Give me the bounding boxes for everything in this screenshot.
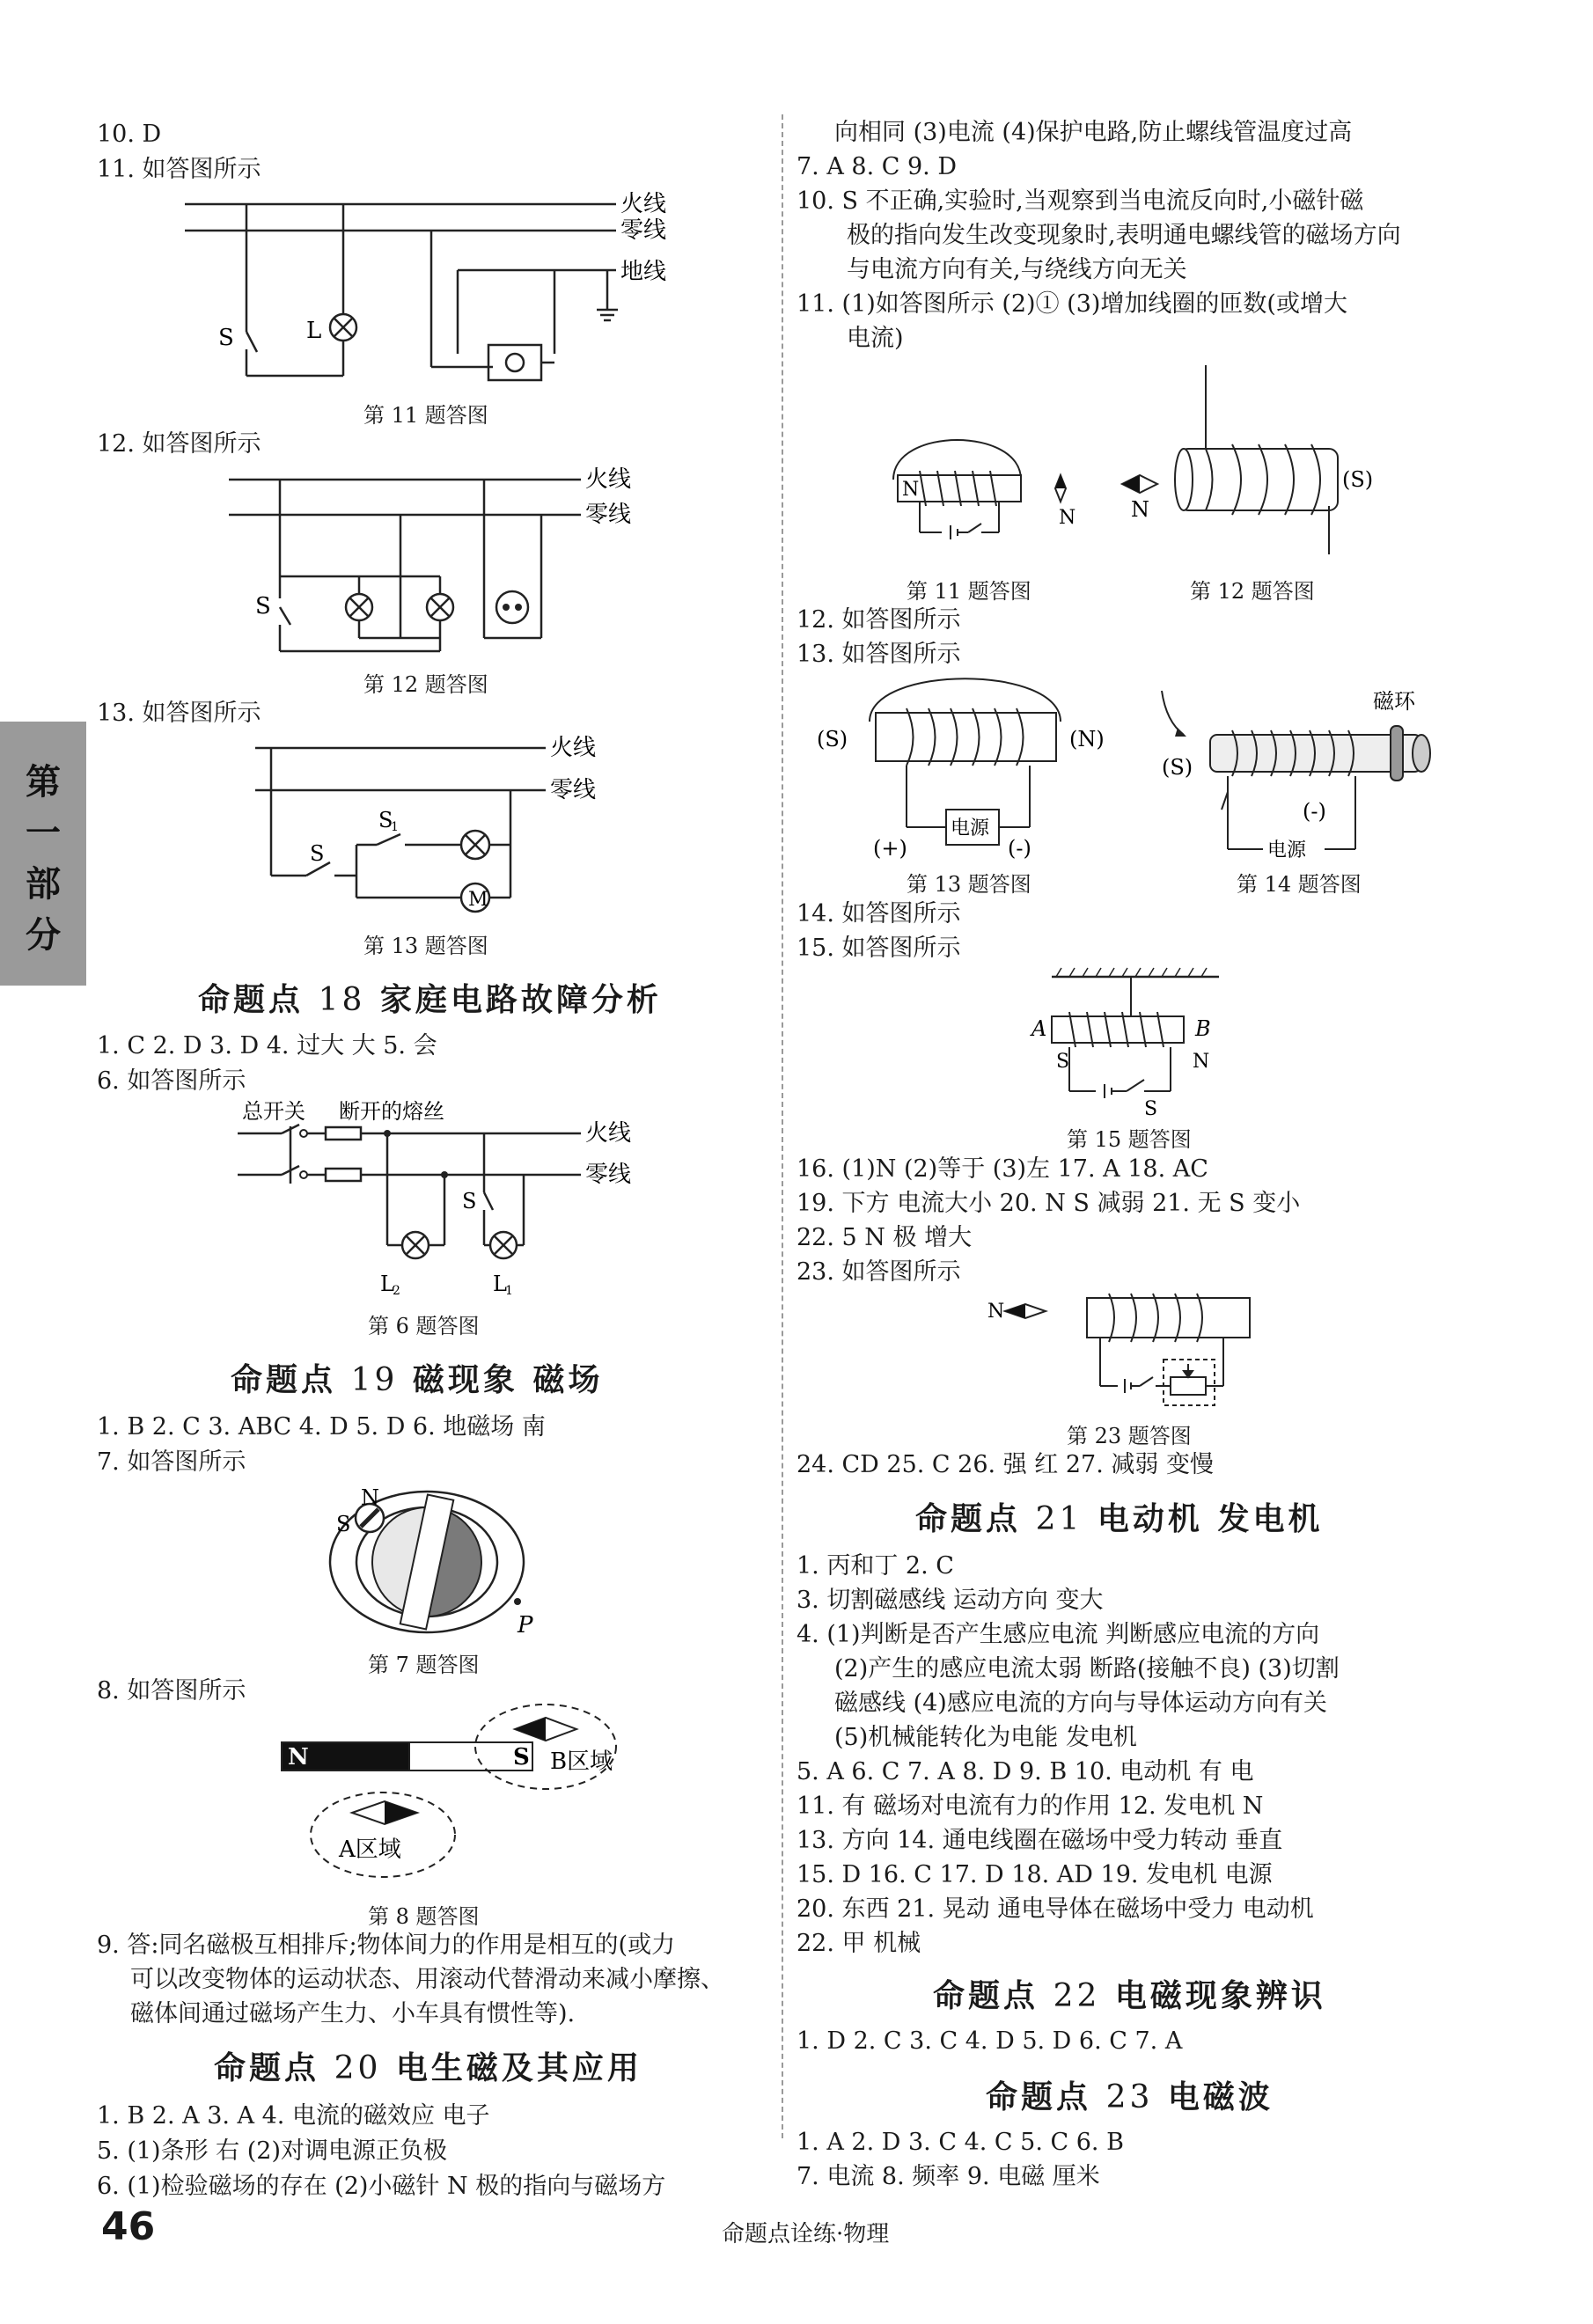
answer-line: 磁体间通过磁场产生力、小车具有惯性等).: [130, 2000, 576, 2027]
answer-line: 20. 东西 21. 晃动 通电导体在磁场中受力 电动机: [796, 1895, 1314, 1923]
answer-line: 1. 丙和丁 2. C: [796, 1552, 954, 1580]
magnetic-ring-label: 磁环: [1373, 689, 1415, 714]
answer-line: 15. D 16. C 17. D 18. AD 19. 发电机 电源: [796, 1861, 1273, 1888]
switch-label: S: [310, 841, 325, 866]
answer-line: (5)机械能转化为电能 发电机: [834, 1724, 1137, 1751]
lamp-label: L: [306, 318, 322, 344]
lamp-l1-label: L: [493, 1272, 507, 1296]
answer-line: 10. S 不正确,实验时,当观察到当电流反向时,小磁针磁: [796, 187, 1364, 215]
north-label: N: [361, 1485, 379, 1510]
page-number: 46: [101, 2204, 156, 2249]
solenoid-pole-label: (S): [1342, 467, 1374, 492]
compass-north-label: N: [1059, 507, 1076, 529]
section-title: 命题点 20 电生磁及其应用: [214, 2050, 642, 2086]
neutral-wire-label: 零线: [550, 777, 597, 803]
ground-wire-label: 地线: [620, 259, 667, 285]
answer-line: 11. 有 磁场对电流有力的作用 12. 发电机 N: [796, 1792, 1264, 1820]
answer-line: 电流): [847, 325, 904, 352]
negative-terminal-label: (-): [1008, 836, 1031, 861]
section-tab-char: 第: [26, 762, 61, 803]
negative-terminal-label: (-): [1303, 799, 1326, 824]
section-title: 命题点 22 电磁现象辨识: [933, 1978, 1326, 2014]
answer-line: 15. 如答图所示: [796, 935, 961, 962]
answer-line: 与电流方向有关,与绕线方向无关: [847, 256, 1187, 283]
point-p-label: P: [518, 1612, 533, 1639]
zone-a-label: A区域: [339, 1836, 401, 1863]
answer-line: 磁感线 (4)感应电流的方向与导体运动方向有关: [834, 1690, 1327, 1717]
blown-fuse-label: 断开的熔丝: [339, 1099, 444, 1124]
south-pole-label: S: [1056, 1051, 1070, 1073]
answer-line: 5. (1)条形 右 (2)对调电源正负极: [97, 2137, 447, 2165]
answer-line: 3. 切割磁感线 运动方向 变大: [796, 1587, 1104, 1614]
section-title: 命题点 19 磁现象 磁场: [231, 1362, 604, 1398]
section-title: 命题点 18 家庭电路故障分析: [198, 982, 662, 1018]
section-title: 命题点 21 电动机 发电机: [915, 1501, 1324, 1537]
north-pole-label: N: [1193, 1051, 1210, 1073]
figure-caption: 第 6 题答图: [368, 1314, 480, 1338]
figure-caption: 第 13 题答图: [363, 934, 488, 958]
solenoid-diagram-12: [1118, 356, 1408, 568]
compass-north-label: N: [1131, 497, 1149, 522]
section-tab: [0, 722, 86, 986]
answer-line: 1. C 2. D 3. D 4. 过大 大 5. 会: [97, 1032, 437, 1059]
answer-line: 8. 如答图所示: [97, 1677, 246, 1705]
answer-line: (2)产生的感应电流太弱 断路(接触不良) (3)切割: [834, 1655, 1340, 1683]
switch-label: S: [462, 1189, 477, 1213]
circuit-diagram-13: [246, 730, 642, 924]
solenoid-diagram-11: [871, 400, 1100, 576]
end-a-label: A: [1031, 1016, 1047, 1041]
motor-label: M: [468, 889, 488, 911]
answer-line: 13. 如答图所示: [796, 641, 961, 668]
figure-caption: 第 7 题答图: [368, 1653, 480, 1677]
switch-s1-subscript: 1: [391, 820, 399, 834]
answer-line: 22. 甲 机械: [796, 1930, 921, 1957]
answer-line: 5. A 6. C 7. A 8. D 9. B 10. 电动机 有 电: [796, 1758, 1254, 1785]
live-wire-label: 火线: [585, 1120, 632, 1147]
section-tab-char: 部: [26, 864, 61, 905]
answer-line: 6. 如答图所示: [97, 1067, 246, 1095]
compass-north-label: N: [987, 1301, 1005, 1323]
switch-label: S: [218, 325, 234, 351]
lamp-l1-subscript: 1: [505, 1284, 513, 1298]
positive-terminal-label: (+): [873, 836, 907, 861]
answer-line: 13. 如答图所示: [97, 700, 261, 727]
live-wire-label: 火线: [585, 466, 632, 493]
figure-caption: 第 8 题答图: [368, 1904, 480, 1929]
answer-line: 24. CD 25. C 26. 强 红 27. 减弱 变慢: [796, 1451, 1214, 1478]
figure-caption: 第 11 题答图: [363, 403, 488, 428]
neutral-wire-label: 零线: [620, 217, 667, 244]
answer-line: 13. 方向 14. 通电线圈在磁场中受力转动 垂直: [796, 1827, 1283, 1854]
figure-caption: 第 23 题答图: [1067, 1424, 1192, 1448]
answer-line: 11. (1)如答图所示 (2)① (3)增加线圈的匝数(或增大: [796, 290, 1347, 318]
solenoid-north-label: N: [902, 479, 920, 501]
right-pole-label: (N): [1069, 727, 1105, 751]
live-wire-label: 火线: [550, 735, 597, 761]
answer-line: 12. 如答图所示: [796, 606, 961, 634]
figure-caption: 第 15 题答图: [1067, 1127, 1192, 1152]
answer-line: 6. (1)检验磁场的存在 (2)小磁针 N 极的指向与磁场方: [97, 2173, 666, 2200]
figure-caption: 第 13 题答图: [907, 872, 1031, 897]
answer-line: 11. 如答图所示: [97, 156, 261, 183]
power-source-label: 电源: [951, 817, 990, 839]
answer-line: 1. B 2. A 3. A 4. 电流的磁效应 电子: [97, 2102, 490, 2130]
answer-line: 1. A 2. D 3. C 4. C 5. C 6. B: [796, 2129, 1124, 2156]
answer-line: 23. 如答图所示: [796, 1258, 961, 1286]
left-pole-label: (S): [817, 727, 848, 751]
neutral-wire-label: 零线: [585, 1162, 632, 1188]
lamp-l2-label: L: [380, 1272, 394, 1296]
solenoid-diagram-13: [810, 669, 1144, 871]
answer-line: 14. 如答图所示: [796, 900, 961, 927]
column-divider: [782, 114, 783, 2138]
neutral-wire-label: 零线: [585, 502, 632, 528]
answer-line: 19. 下方 电流大小 20. N S 减弱 21. 无 S 变小: [796, 1190, 1301, 1217]
magnet-north-label: N: [288, 1744, 309, 1770]
section-title: 命题点 23 电磁波: [986, 2079, 1274, 2115]
answer-line: 22. 5 N 极 增大: [796, 1224, 973, 1251]
solenoid-diagram-14: [1144, 682, 1479, 867]
magnet-diagram-8: [277, 1707, 629, 1901]
solenoid-diagram-15: [1030, 964, 1241, 1118]
end-b-label: B: [1195, 1016, 1211, 1041]
figure-caption: 第 14 题答图: [1237, 872, 1362, 897]
answer-line: 7. A 8. C 9. D: [796, 153, 957, 180]
page-footer: 命题点诠练·物理: [722, 2221, 890, 2247]
answer-line: 7. 如答图所示: [97, 1448, 246, 1476]
answer-line: 9. 答:同名磁极互相排斥;物体间力的作用是相互的(或力: [97, 1932, 676, 1959]
magnet-south-label: S: [513, 1744, 530, 1770]
circuit-diagram-6: [229, 1096, 669, 1307]
answer-line: 16. (1)N (2)等于 (3)左 17. A 18. AC: [796, 1155, 1208, 1183]
answer-line: 向相同 (3)电流 (4)保护电路,防止螺线管温度过高: [834, 119, 1353, 146]
answer-line: 1. D 2. C 3. C 4. D 5. D 6. C 7. A: [796, 2027, 1183, 2055]
answer-line: 10. D: [97, 121, 162, 148]
section-tab-char: 分: [26, 915, 61, 956]
answer-line: 极的指向发生改变现象时,表明通电螺线管的磁场方向: [847, 222, 1401, 249]
switch-s1-label: S: [378, 808, 393, 832]
switch-label: S: [1144, 1098, 1158, 1120]
pole-label: (S): [1162, 755, 1193, 780]
figure-caption: 第 12 题答图: [1190, 579, 1315, 604]
circuit-diagram-12: [220, 462, 660, 664]
circuit-diagram-11: [176, 187, 704, 398]
section-tab-char: 一: [26, 813, 61, 854]
switch-label: S: [255, 593, 271, 619]
zone-b-label: B区域: [550, 1748, 613, 1775]
lamp-l2-subscript: 2: [393, 1284, 400, 1298]
magnet-field-diagram-7: [326, 1478, 554, 1646]
main-switch-label: 总开关: [242, 1099, 305, 1124]
answer-line: 12. 如答图所示: [97, 430, 261, 458]
answer-line: 可以改变物体的运动状态、用滚动代替滑动来减小摩擦、: [130, 1966, 724, 1993]
live-wire-label: 火线: [620, 191, 667, 217]
answer-line: 4. (1)判断是否产生感应电流 判断感应电流的方向: [796, 1621, 1320, 1648]
answer-line: 1. B 2. C 3. ABC 4. D 5. D 6. 地磁场 南: [97, 1413, 546, 1441]
solenoid-diagram-23: [986, 1285, 1285, 1417]
figure-caption: 第 12 题答图: [363, 672, 488, 697]
power-source-label: 电源: [1267, 839, 1307, 861]
answer-line: 7. 电流 8. 频率 9. 电磁 厘米: [796, 2163, 1100, 2190]
south-label: S: [336, 1512, 351, 1536]
figure-caption: 第 11 题答图: [907, 579, 1031, 604]
